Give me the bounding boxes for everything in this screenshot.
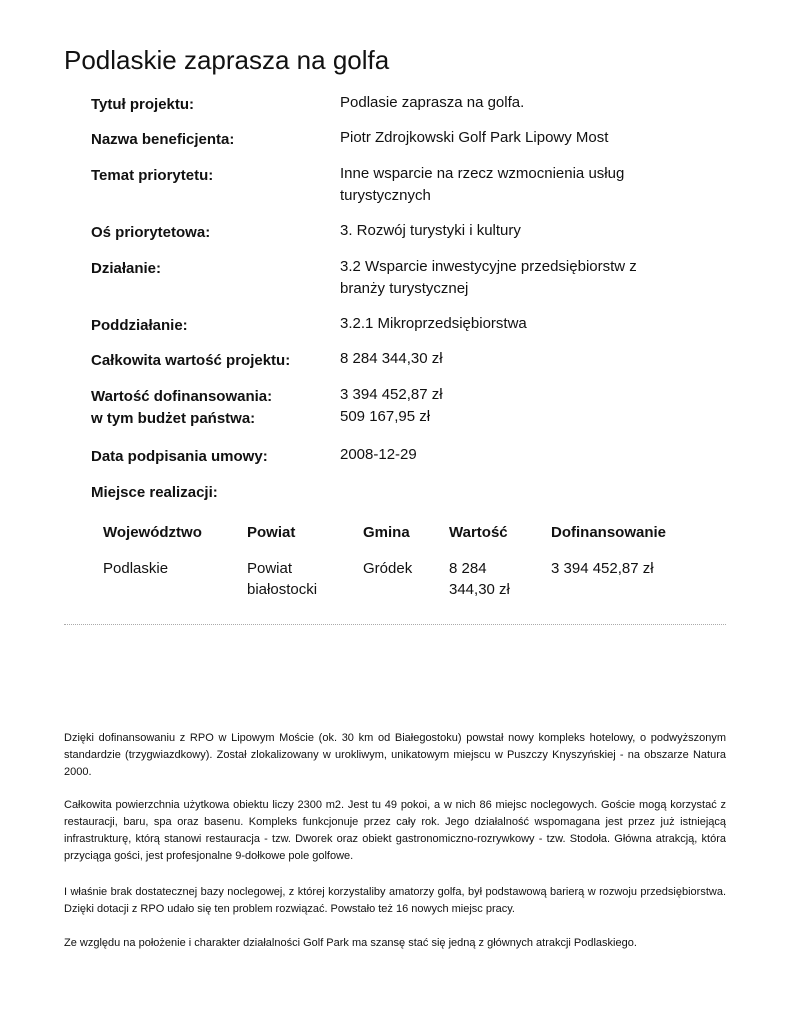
field-label: Poddziałanie:	[91, 317, 188, 334]
description-paragraph: Ze względu na położenie i charakter działalności Golf Park ma szansę stać się jedną z głównych atrakcji Podlaskiego.	[64, 937, 637, 949]
field-value: 3. Rozwój turystyki i kultury	[340, 222, 521, 239]
field-value: 2008-12-29	[340, 446, 417, 463]
section-divider	[64, 624, 726, 625]
field-label: Działanie:	[91, 260, 162, 277]
field-label: Całkowita wartość projektu:	[91, 352, 291, 369]
table-header-voivodeship: Województwo	[103, 524, 202, 541]
table-cell-co-financing: 3 394 452,87 zł	[551, 560, 654, 577]
table-header-co-financing: Dofinansowanie	[551, 524, 667, 541]
field-label: Wartość dofinansowania:	[91, 388, 273, 405]
table-cell-commune: Gródek	[363, 560, 413, 577]
field-label: Oś priorytetowa:	[91, 224, 211, 241]
field-value: 8 284 344,30 zł	[340, 350, 443, 367]
field-label: Temat priorytetu:	[91, 167, 214, 184]
field-value-state-budget: 509 167,95 zł	[340, 408, 431, 425]
field-value: 3.2 Wsparcie inwestycyjne przedsiębiorstw z branży turystycznej	[340, 258, 637, 297]
field-value: 3 394 452,87 zł	[340, 386, 443, 403]
field-label: Nazwa beneficjenta:	[91, 131, 235, 148]
field-label: Tytuł projektu:	[91, 96, 195, 113]
field-value: Piotr Zdrojkowski Golf Park Lipowy Most	[340, 129, 609, 146]
field-label: Miejsce realizacji:	[91, 484, 218, 501]
field-label: Data podpisania umowy:	[91, 448, 268, 465]
description-paragraph: Całkowita powierzchnia użytkowa obiektu liczy 2300 m2. Jest tu 49 pokoi, a w nich 86 miejsc noclegowych. Goście mogą korzystać z restauracji, baru, spa oraz basenu. Kompleks funkcjonuje przez cały rok. Jego działalność wspomagana jest przez już istniejącą infrastrukturę, którą stanowi restauracja - tzw. Dworek oraz obiekt gastronomiczno-rozrywkowy - tzw. Stodoła. Główna atrakcją, która przyciąga gości, jest profesjonalne 9-dołkowe pole golfowe.	[64, 799, 726, 862]
table-cell-county: Powiat białostocki	[247, 560, 318, 598]
table-cell-voivodeship: Podlaskie	[103, 560, 169, 577]
field-value: Inne wsparcie na rzecz wzmocnienia usług turystycznych	[340, 165, 625, 204]
field-value: 3.2.1 Mikroprzedsiębiorstwa	[340, 315, 527, 332]
field-label-state-budget: w tym budżet państwa:	[91, 410, 256, 427]
field-value: Podlasie zaprasza na golfa.	[340, 94, 525, 111]
table-header-commune: Gmina	[363, 524, 410, 541]
description-paragraph: Dzięki dofinansowaniu z RPO w Lipowym Moście (ok. 30 km od Białegostoku) powstał nowy kompleks hotelowy, o podwyższonym standardzie (trzygwiazdkowy). Został zlokalizowany w urokliwym, unikatowym miejscu w Puszczy Knyszyńskiej - na obszarze Natura 2000.	[64, 732, 726, 778]
table-header-value: Wartość	[449, 524, 508, 541]
table-cell-value: 8 284 344,30 zł	[449, 560, 510, 598]
page-title: Podlaskie zaprasza na golfa	[64, 45, 390, 75]
table-header-county: Powiat	[247, 524, 296, 541]
description-paragraph: I właśnie brak dostatecznej bazy noclegowej, z której korzystaliby amatorzy golfa, był podstawową barierą w rozwoju przedsiębiorstwa. Dzięki dotacji z RPO udało się ten problem rozwiązać. Powstało też 16 nowych miejsc pracy.	[64, 886, 726, 915]
